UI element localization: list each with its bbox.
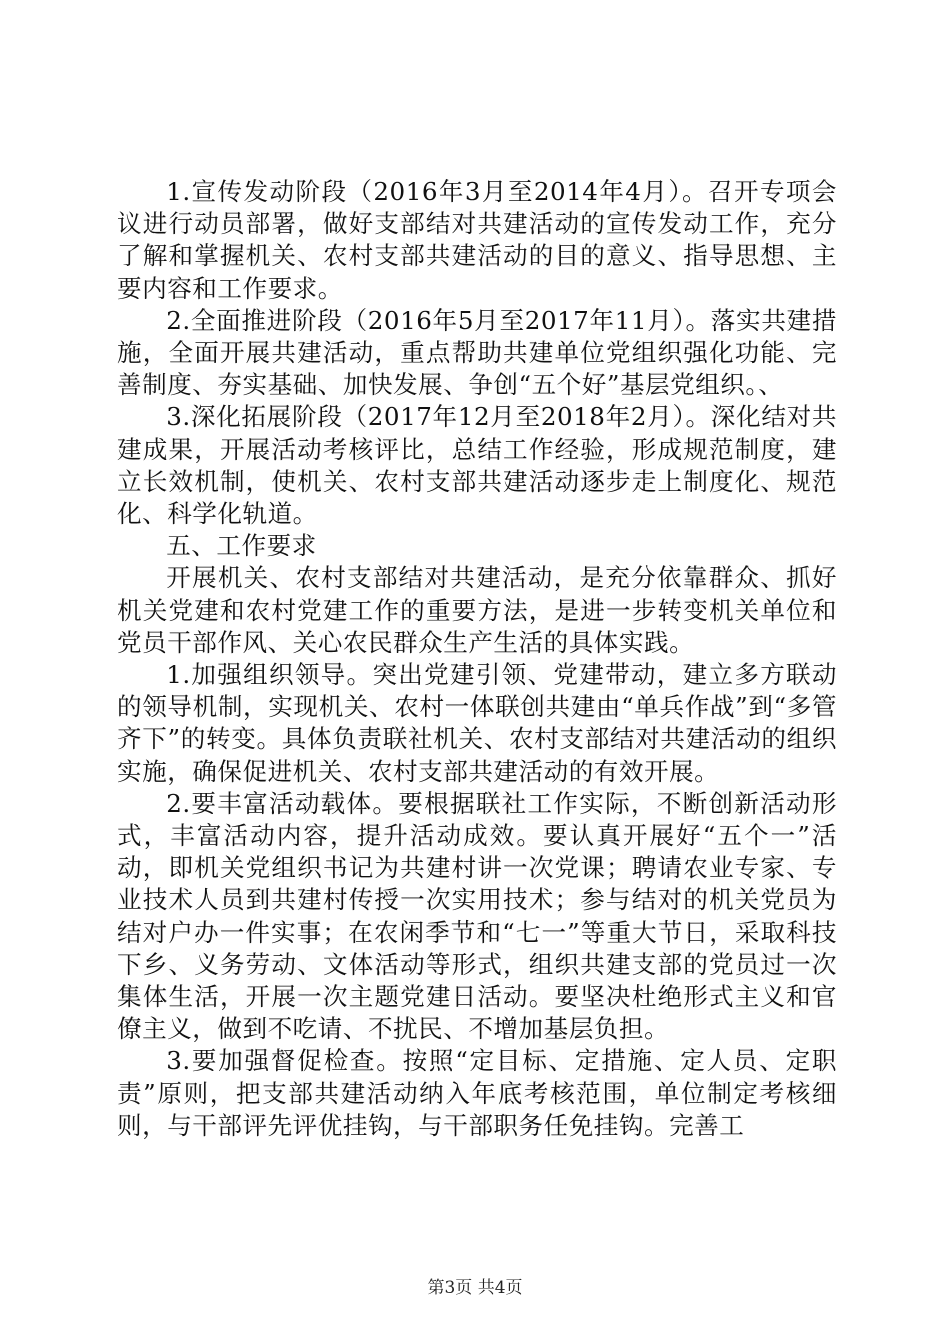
paragraph-requirement-1: 1.加强组织领导。突出党建引领、党建带动，建立多方联动的领导机制，实现机关、农村一体联创共建由“单兵作战”到“多管齐下”的转变。具体负责联社机关、农村支部结对共建活动的组织实施，确保促进机关、农村支部共建活动的有效开展。 (117, 660, 837, 786)
document-body (117, 176, 837, 1142)
paragraph-requirement-3: 3.要加强督促检查。按照“定目标、定措施、定人员、定职责”原则，把支部共建活动纳入年底考核范围，单位制定考核细则，与干部评先评优挂钩，与干部职务任免挂钩。完善工 (117, 1046, 837, 1140)
paragraph-stage-2: 2.全面推进阶段（2016年5月至2017年11月）。落实共建措施，全面开展共建活动，重点帮助共建单位党组织强化功能、完善制度、夯实基础、加快发展、争创“五个好”基层党组织。、 (117, 305, 837, 400)
paragraph-intro: 开展机关、农村支部结对共建活动，是充分依靠群众、抓好机关党建和农村党建工作的重要方法，是进一步转变机关单位和党员干部作风、关心农民群众生产生活的具体实践。 (117, 563, 837, 657)
paragraph-stage-1: 1.宣传发动阶段（2016年3月至2014年4月）。召开专项会议进行动员部署，做好支部结对共建活动的宣传发动工作，充分了解和掌握机关、农村支部共建活动的目的意义、指导思想、主要内容和工作要求。 (117, 177, 837, 303)
section-heading-work-requirements: 五、工作要求 (166, 531, 317, 561)
page-footer (0, 1278, 950, 1298)
paragraph-stage-3: 3.深化拓展阶段（2017年12月至2018年2月）。深化结对共建成果，开展活动考核评比，总结工作经验，形成规范制度，建立长效机制，使机关、农村支部共建活动逐步走上制度化、规范化、科学化轨道。 (117, 402, 837, 529)
paragraph-requirement-2: 2.要丰富活动载体。要根据联社工作实际，不断创新活动形式，丰富活动内容，提升活动成效。要认真开展好“五个一”活动，即机关党组织书记为共建村讲一次党课；聘请农业专家、专业技术人员到共建村传授一次实用技术；参与结对的机关党员为结对户办一件实事；在农闲季节和“七一”等重大节日，采取科技下乡、义务劳动、文体活动等形式，组织共建支部的党员过一次集体生活，开展一次主题党建日活动。要坚决杜绝形式主义和官僚主义，做到不吃请、不扰民、不增加基层负担。 (117, 788, 837, 1044)
page-number: 第3页 共4页 (427, 1278, 523, 1298)
